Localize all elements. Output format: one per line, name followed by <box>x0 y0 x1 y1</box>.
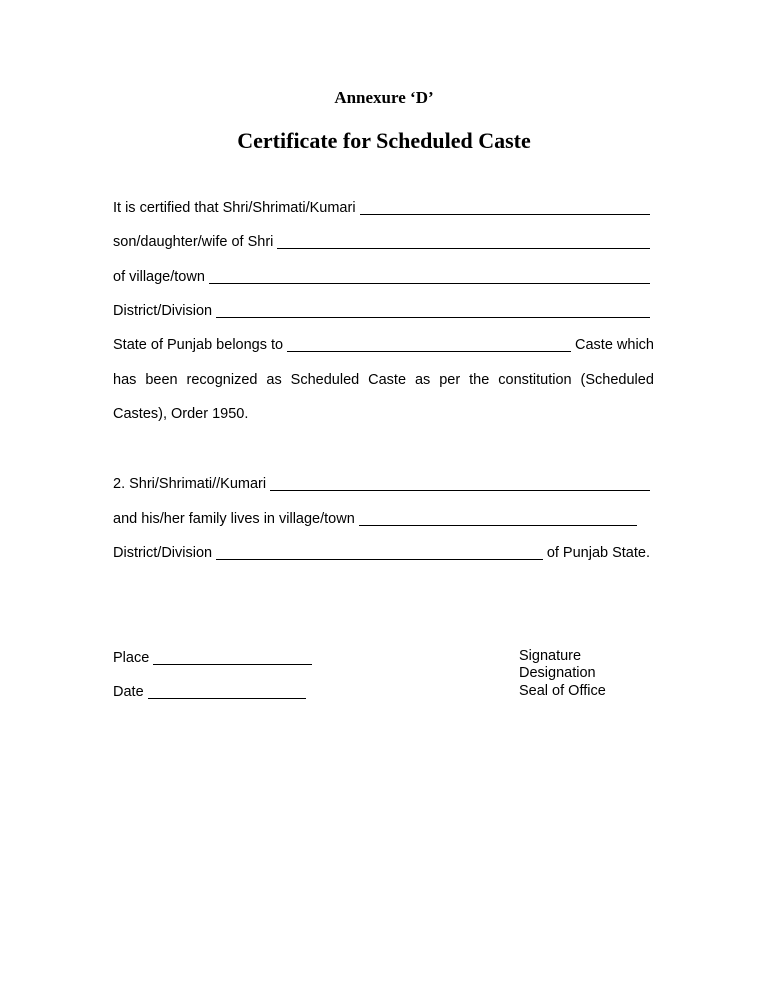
district-line-label: District/Division <box>113 303 213 319</box>
state-line <box>113 544 650 562</box>
caste-line-label: State of Punjab belongs to <box>113 337 284 353</box>
residence-line <box>113 510 641 528</box>
annexure-label: Annexure ‘D’ <box>334 88 434 107</box>
word: recognized <box>186 372 258 388</box>
parent-line-label: son/daughter/wife of Shri <box>113 234 274 250</box>
place-blank[interactable] <box>153 651 312 665</box>
village-line <box>113 268 654 286</box>
date-label: Date <box>113 684 144 700</box>
word: as <box>266 372 282 388</box>
designation-label: Designation <box>519 665 596 681</box>
word: Scheduled <box>290 372 360 388</box>
order-line: Castes), Order 1950. <box>113 406 249 422</box>
caste-line <box>113 336 654 354</box>
person-line <box>113 475 654 493</box>
certificate-title: Certificate for Scheduled Caste <box>237 128 531 153</box>
word: been <box>145 372 178 388</box>
word: per <box>439 372 461 388</box>
person-blank[interactable] <box>270 477 650 491</box>
word: Caste <box>368 372 407 388</box>
place-label: Place <box>113 650 150 666</box>
word: has <box>113 372 137 388</box>
word: (Scheduled <box>580 372 654 388</box>
word: constitution <box>498 372 572 388</box>
seal-label: Seal of Office <box>519 683 606 699</box>
caste-blank[interactable] <box>287 338 571 352</box>
name-line <box>113 199 654 217</box>
state-district-blank[interactable] <box>216 546 543 560</box>
word: as <box>414 372 431 388</box>
place-line <box>113 649 316 667</box>
word: the <box>469 372 490 388</box>
date-line <box>113 683 310 701</box>
date-blank[interactable] <box>148 685 306 699</box>
person-line-label: 2. Shri/Shrimati//Kumari <box>113 476 267 492</box>
residence-line-label: and his/her family lives in village/town <box>113 511 355 527</box>
district-line <box>113 302 654 320</box>
village-blank[interactable] <box>209 270 650 284</box>
residence-blank[interactable] <box>359 512 637 526</box>
signature-label: Signature <box>519 648 582 664</box>
parent-blank[interactable] <box>277 235 650 249</box>
name-line-label: It is certified that Shri/Shrimati/Kumari <box>113 200 356 216</box>
village-line-label: of village/town <box>113 269 205 285</box>
name-blank[interactable] <box>360 201 650 215</box>
district-blank[interactable] <box>216 304 650 318</box>
caste-line-suffix: Caste which <box>575 337 654 353</box>
parent-line <box>113 233 654 251</box>
state-line-label: District/Division <box>113 545 213 561</box>
state-line-suffix: of Punjab State. <box>546 545 650 561</box>
recognized-line <box>113 371 654 389</box>
